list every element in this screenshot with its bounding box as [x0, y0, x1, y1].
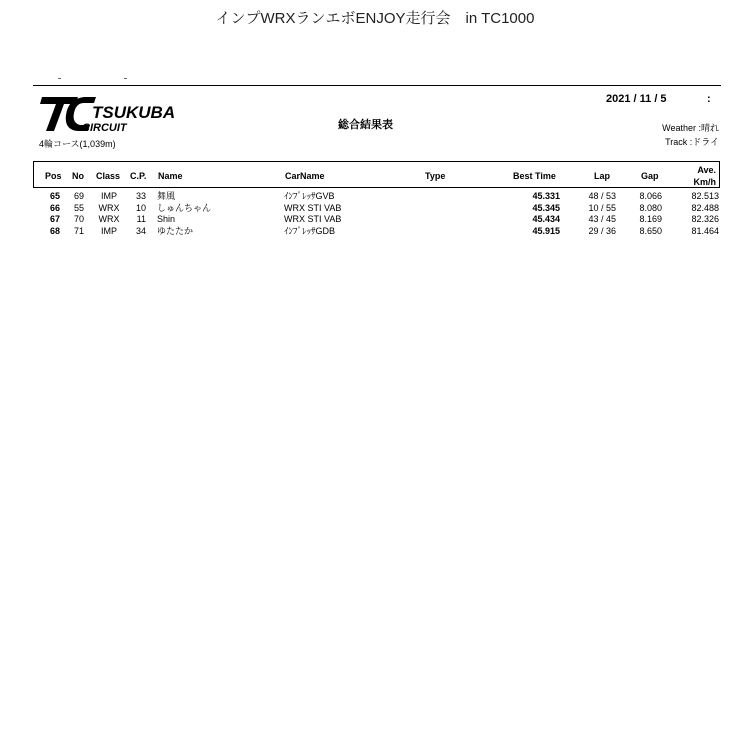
cell-best-time: 45.345 — [532, 202, 560, 213]
tc-logo-icon — [38, 95, 198, 135]
cell-cp: 10 — [135, 202, 146, 213]
cell-best-time: 45.331 — [532, 191, 560, 201]
results-table — [33, 191, 720, 237]
table-header — [33, 161, 720, 188]
cell-cp: 34 — [135, 225, 146, 236]
col-class: Class — [96, 171, 121, 181]
col-lap: Lap — [594, 171, 611, 181]
cell-ave: 82.488 — [691, 202, 719, 213]
cell-no: 55 — [73, 202, 84, 213]
cell-lap: 48 / 53 — [588, 191, 616, 201]
cell-name: ゆたたか — [157, 225, 194, 236]
cell-lap: 10 / 55 — [588, 202, 616, 213]
scan-marks — [58, 78, 128, 82]
col-ave — [694, 164, 717, 188]
cell-carname: WRX STI VAB — [284, 214, 342, 224]
cell-no: 70 — [73, 214, 84, 224]
cell-best-time: 45.434 — [532, 214, 560, 224]
cell-gap: 8.066 — [639, 191, 662, 201]
col-no: No — [72, 171, 84, 181]
cell-cp: 11 — [136, 214, 146, 224]
col-pos: Pos — [45, 171, 62, 181]
col-gap: Gap — [641, 171, 659, 181]
race-date: 2021 / 11 / 5 — [606, 93, 667, 105]
cell-class: WRX — [98, 202, 120, 213]
cell-name: Shin — [157, 214, 176, 224]
cell-no: 71 — [73, 225, 84, 236]
course-name: 4輪コース(1,039m) — [39, 139, 116, 149]
track-condition: Track :ドライ — [665, 137, 719, 147]
cell-no: 69 — [73, 191, 84, 201]
col-cp: C.P. — [130, 171, 147, 181]
top-rule — [33, 85, 721, 86]
weather: Weather :晴れ — [662, 123, 719, 133]
cell-name: 舞風 — [157, 191, 176, 201]
cell-cp: 33 — [135, 191, 146, 201]
cell-name: しゅんちゃん — [157, 202, 212, 213]
cell-ave: 81.464 — [691, 225, 719, 236]
logo-text-top: TSUKUBA — [92, 103, 176, 122]
cell-pos: 68 — [49, 225, 60, 236]
table-row — [33, 226, 720, 238]
cell-ave: 82.513 — [691, 191, 719, 201]
cell-ave: 82.326 — [691, 214, 719, 224]
cell-gap: 8.080 — [639, 202, 662, 213]
col-ave-line2: Km/h — [693, 177, 716, 187]
table-row — [33, 214, 720, 226]
logo-text-bottom: CIRCUIT — [82, 122, 127, 134]
col-name: Name — [158, 171, 183, 181]
col-carname: CarName — [285, 171, 325, 181]
cell-pos: 66 — [49, 202, 60, 213]
table-row — [33, 191, 720, 203]
cell-carname: ｲﾝﾌﾟﾚｯｻGVB — [284, 191, 335, 201]
sheet-title: 総合結果表 — [338, 119, 393, 131]
cell-pos: 65 — [49, 191, 60, 201]
event-title: インプWRXランエボENJOY走行会 in TC1000 — [215, 10, 535, 27]
cell-best-time: 45.915 — [532, 225, 560, 236]
col-best-time: Best Time — [513, 171, 556, 181]
cell-gap: 8.169 — [639, 214, 662, 224]
tsukuba-circuit-logo — [38, 95, 198, 135]
table-row — [33, 203, 720, 215]
col-type: Type — [425, 171, 446, 181]
cell-gap: 8.650 — [639, 225, 662, 236]
cell-class: IMP — [100, 225, 117, 236]
cell-lap: 43 / 45 — [588, 214, 616, 224]
cell-lap: 29 / 36 — [588, 225, 616, 236]
race-time: : — [707, 93, 711, 105]
col-ave-line1: Ave. — [697, 165, 716, 175]
cell-pos: 67 — [49, 214, 60, 224]
cell-class: WRX — [98, 214, 120, 224]
cell-carname: ｲﾝﾌﾟﾚｯｻGDB — [284, 225, 336, 236]
cell-class: IMP — [100, 191, 117, 201]
cell-carname: WRX STI VAB — [284, 202, 342, 213]
